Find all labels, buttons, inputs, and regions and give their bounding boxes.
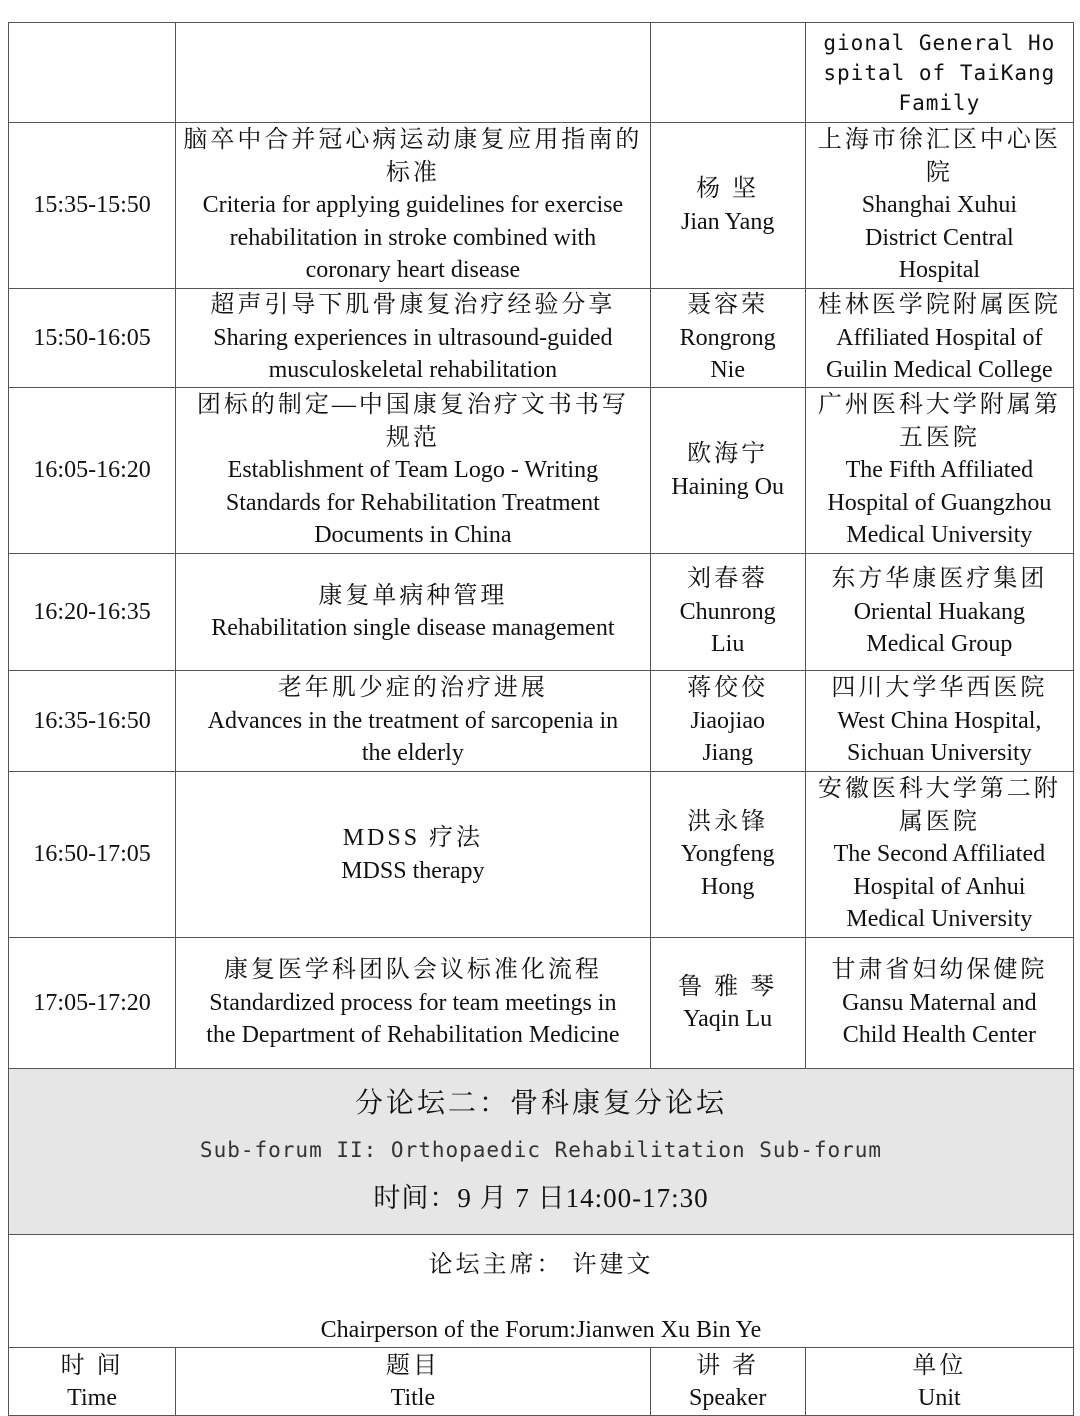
session-speaker (650, 289, 805, 388)
session-time (9, 554, 176, 671)
session-title (176, 23, 650, 123)
unit-zh-line: 属医院 (898, 808, 980, 835)
session-speaker (650, 388, 805, 554)
unit-en-line: The Second Affiliated (833, 841, 1046, 868)
header-unit: 单位 Unit (805, 1348, 1073, 1416)
session-time (9, 938, 176, 1069)
session-title (176, 671, 650, 772)
time-text: 15:50-16:05 (33, 324, 151, 351)
speaker-zh: 鲁 雅 琴 (678, 973, 778, 1000)
speaker-en-line: Hong (700, 873, 755, 900)
session-title (176, 388, 650, 554)
subforum-title-zh: 分论坛二：骨科康复分论坛 (354, 1087, 727, 1119)
unit-en-line: Guilin Medical College (826, 357, 1053, 384)
title-zh-line: 超声引导下肌骨康复治疗经验分享 (210, 292, 616, 319)
title-en-line: Sharing experiences in ultrasound-guided (213, 324, 613, 351)
table-row (9, 23, 1074, 123)
speaker-zh: 杨 坚 (696, 176, 760, 202)
header-time: 时 间 Time (9, 1348, 176, 1416)
speaker-en-line: Jiang (702, 740, 753, 767)
title-zh-line: 康复医学科团队会议标准化流程 (223, 957, 602, 984)
time-text: 17:05-17:20 (33, 989, 151, 1016)
session-unit (805, 289, 1073, 388)
table-row (9, 289, 1074, 388)
time-text: 16:05-16:20 (33, 457, 151, 484)
forum-chair-en: Chairperson of the Forum:Jianwen Xu Bin Ye (320, 1317, 762, 1343)
unit-en-line: Medical Group (866, 631, 1013, 658)
title-en-line: Documents in China (314, 522, 512, 549)
session-time (9, 123, 176, 289)
table-row (9, 938, 1074, 1069)
table-row (9, 123, 1074, 289)
unit-en-line: Shanghai Xuhui (861, 192, 1018, 219)
table-row (9, 554, 1074, 671)
session-title (176, 123, 650, 289)
table-row (9, 772, 1074, 938)
title-en-line: musculoskeletal rehabilitation (268, 357, 558, 384)
session-unit (805, 23, 1073, 123)
unit-en-line: Hospital of Anhui (853, 873, 1026, 900)
schedule-table (8, 22, 1074, 1416)
session-title (176, 772, 650, 938)
session-speaker (650, 772, 805, 938)
session-speaker (650, 938, 805, 1069)
speaker-zh: 蒋佼佼 (687, 675, 769, 702)
session-title (176, 289, 650, 388)
schedule-rows (9, 23, 1074, 1069)
speaker-zh: 欧海宁 (687, 441, 769, 467)
session-unit (805, 671, 1073, 772)
subforum-banner (9, 1069, 1074, 1235)
unit-en-line: District Central (865, 224, 1014, 251)
title-en-line: Standards for Rehabilitation Treatment (225, 489, 600, 516)
speaker-zh: 聂容荣 (687, 292, 769, 319)
title-zh-line: 团标的制定—中国康复治疗文书书写 (196, 392, 629, 419)
session-time (9, 772, 176, 938)
session-time (9, 388, 176, 554)
speaker-en: Yaqin Lu (683, 1006, 773, 1032)
unit-zh-line: 安徽医科大学第二附 (817, 776, 1061, 803)
unit-en-line: Medical University (846, 906, 1033, 933)
title-zh-line: 老年肌少症的治疗进展 (277, 675, 548, 702)
title-en-line: the Department of Rehabilitation Medicine (206, 1022, 620, 1049)
title-en-line: Establishment of Team Logo - Writing (227, 457, 599, 484)
session-speaker (650, 671, 805, 772)
session-unit (805, 388, 1073, 554)
unit-zh-line: 上海市徐汇区中心医 (817, 127, 1061, 154)
time-text: 15:35-15:50 (33, 192, 151, 219)
session-time (9, 289, 176, 388)
unit-en-line: Oriental Huakang (853, 598, 1025, 625)
title-zh-line: 规范 (385, 424, 440, 451)
session-speaker (650, 23, 805, 123)
speaker-en: Jian Yang (680, 208, 775, 235)
unit-zh-line: 东方华康医疗集团 (831, 566, 1048, 593)
session-speaker (650, 554, 805, 671)
unit-en-line: The Fifth Affiliated (845, 457, 1034, 484)
title-en-line: coronary heart disease (305, 257, 521, 284)
unit-zh-line: 四川大学华西医院 (831, 675, 1048, 702)
table-header-row (9, 1348, 1074, 1416)
speaker-en-line: Nie (710, 357, 745, 384)
title-zh-line: MDSS 疗法 (342, 825, 484, 851)
unit-en-line: Hospital of Guangzhou (827, 489, 1052, 516)
time-text: 16:35-16:50 (33, 707, 151, 734)
title-zh-line: 脑卒中合并冠心病运动康复应用指南的 (183, 127, 643, 154)
title-en-line: rehabilitation in stroke combined with (229, 224, 597, 251)
title-en-line: the elderly (361, 740, 464, 767)
time-text: 16:50-17:05 (33, 841, 151, 868)
session-title (176, 938, 650, 1069)
title-en-line: Advances in the treatment of sarcopenia in (207, 707, 619, 734)
header-title: 题目 Title (176, 1348, 650, 1416)
speaker-en-line: Jiaojiao (690, 707, 765, 734)
unit-en-line: Hospital (898, 257, 981, 284)
session-title (176, 554, 650, 671)
forum-chair-zh: 论坛主席： 许建文 (428, 1252, 654, 1278)
unit-zh-line: 广州医科大学附属第 (817, 392, 1061, 419)
speaker-en-line: Liu (711, 631, 745, 658)
unit-zh-line: 甘肃省妇幼保健院 (831, 957, 1048, 984)
subforum-title-en: Sub-forum II: Orthopaedic Rehabilitation Sub-forum (199, 1137, 883, 1162)
title-en-line: Standardized process for team meetings in (209, 989, 617, 1016)
session-time (9, 671, 176, 772)
unit-zh-line: 院 (925, 159, 953, 186)
speaker-en-line: Yongfeng (680, 841, 775, 868)
unit-en-line: West China Hospital, (837, 707, 1042, 734)
speaker-en-line: Chunrong (679, 598, 776, 625)
time-text: 16:20-16:35 (33, 598, 151, 625)
title-en-line: Rehabilitation single disease management (211, 615, 615, 641)
title-en-line: Criteria for applying guidelines for exercise (202, 192, 624, 219)
unit-en-line: Family (898, 90, 981, 115)
unit-zh-line: 五医院 (898, 424, 980, 451)
speaker-zh: 洪永锋 (687, 808, 769, 835)
header-speaker: 讲 者 Speaker (650, 1348, 805, 1416)
unit-en-line: spital of TaiKang (823, 60, 1056, 85)
unit-zh-line: 桂林医学院附属医院 (817, 292, 1061, 319)
title-zh-line: 标准 (385, 159, 440, 186)
title-zh-line: 康复单病种管理 (318, 582, 508, 609)
session-unit (805, 772, 1073, 938)
session-time (9, 23, 176, 123)
unit-en-line: Affiliated Hospital of (836, 324, 1043, 351)
table-row (9, 388, 1074, 554)
unit-en-line: Medical University (846, 522, 1033, 549)
session-unit (805, 938, 1073, 1069)
subforum-time: 时间：9 月 7 日14:00-17:30 (373, 1182, 709, 1213)
speaker-zh: 刘春蓉 (687, 566, 769, 593)
speaker-en: Haining Ou (671, 473, 784, 500)
unit-en-line: Child Health Center (842, 1022, 1037, 1049)
title-en-line: MDSS therapy (341, 857, 485, 884)
session-unit (805, 123, 1073, 289)
session-unit (805, 554, 1073, 671)
speaker-en-line: Rongrong (679, 324, 776, 351)
session-speaker (650, 123, 805, 289)
forum-chair-row (9, 1235, 1074, 1348)
unit-en-line: gional General Ho (823, 30, 1056, 55)
table-row (9, 671, 1074, 772)
unit-en-line: Gansu Maternal and (842, 989, 1037, 1016)
unit-en-line: Sichuan University (847, 740, 1032, 767)
